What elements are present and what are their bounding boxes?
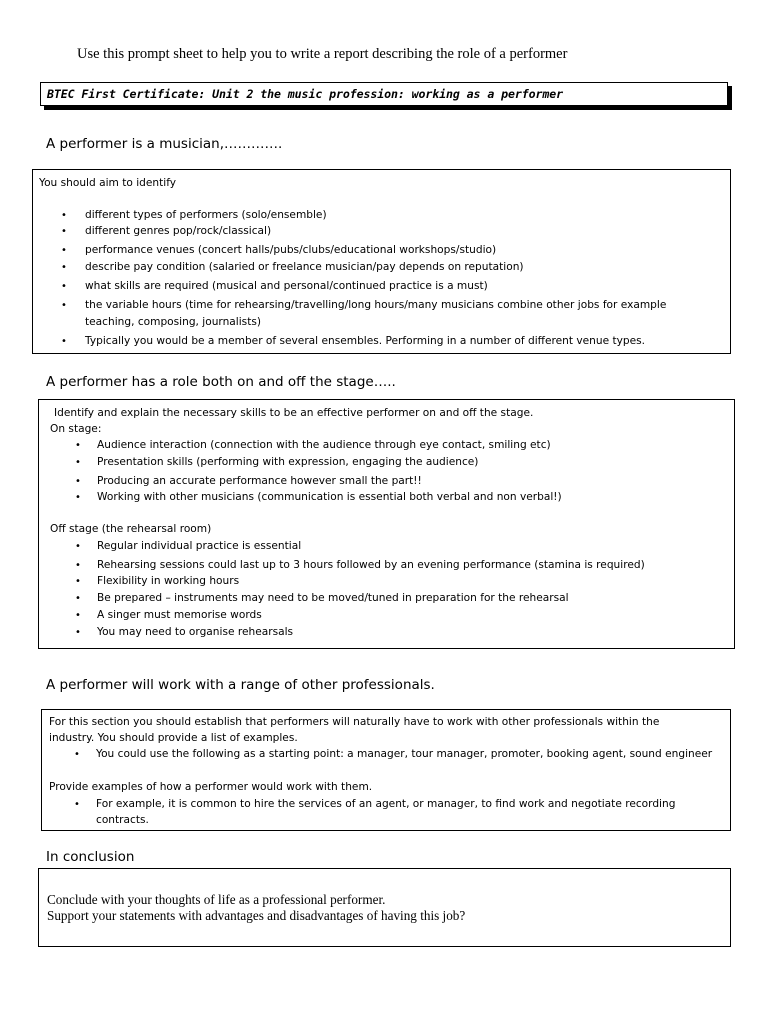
section4-line-2: Support your statements with advantages and disadvantages of having this job? — [47, 908, 466, 923]
section2-box: Identify and explain the necessary skills to be an effective performer on and off the stage. On stage: • Audience interaction (connection with the audience through eye contact, smiling etc) • Presentation skills (performing with expression, engaging the audience) • Producing an accurate performance however small the part!! • Working with other musicians (communication is essential both verbal and non verbal!) Off stage (the rehearsal room) • Regular individual practice is essential • Rehearsing sessions could last up to 3 hours followed by an evening performance (stamina is required) • Flexibility in working hours • Be prepared – instruments may need to be moved/tuned in preparation for the rehearsal • A singer must memorise words • You may need to organise rehearsals — [38, 399, 735, 649]
bullet-icon: • — [61, 262, 67, 273]
section3-box: For this section you should establish that performers will naturally have to work with other professionals within the industry. You should provide a list of examples. • You could use the following as a starting point: a manager, tour manager, promoter, booking agent, sound engineer Provide examples of how a performer would work with them. • For example, it is common to hire the services of an agent, or manager, to find work and negotiate recording contracts. — [41, 709, 731, 831]
bullet-icon: • — [61, 226, 67, 237]
bullet-icon: • — [75, 492, 81, 503]
on-stage-label: On stage: — [50, 423, 102, 435]
intro-text: Use this prompt sheet to help you to write a report describing the role of a performer — [77, 46, 568, 62]
bullet-icon: • — [75, 593, 81, 604]
section2-heading: A performer has a role both on and off the stage….. — [46, 374, 396, 390]
section3-heading: A performer will work with a range of other professionals. — [46, 677, 435, 693]
document-title: BTEC First Certificate: Unit 2 the music profession: working as a performer — [40, 82, 728, 106]
bullet-icon: • — [74, 749, 80, 760]
off-stage-label: Off stage (the rehearsal room) — [50, 523, 212, 535]
section3-lead-2: industry. You should provide a list of examples. — [49, 732, 298, 744]
section4-line-1: Conclude with your thoughts of life as a professional performer. — [47, 892, 386, 907]
bullet-icon: • — [75, 440, 81, 451]
bullet-icon: • — [74, 799, 80, 810]
section1-lead: You should aim to identify — [39, 177, 177, 189]
bullet-icon: • — [75, 457, 81, 468]
section3-lead-1: For this section you should establish that performers will naturally have to work with other professionals within the — [49, 716, 660, 728]
bullet-icon: • — [61, 210, 67, 221]
bullet-icon: • — [75, 476, 81, 487]
bullet-icon: • — [61, 281, 67, 292]
section2-lead: Identify and explain the necessary skills to be an effective performer on and off the stage. — [54, 407, 534, 419]
bullet-icon: • — [61, 300, 67, 311]
section4-heading: In conclusion — [46, 849, 135, 865]
bullet-icon: • — [75, 576, 81, 587]
section3-examples-label: Provide examples of how a performer would work with them. — [49, 781, 373, 793]
section1-box: You should aim to identify • different types of performers (solo/ensemble) • different genres pop/rock/classical) • performance venues (concert halls/pubs/clubs/educational workshops/studio) • describe pay condition (salaried or freelance musician/pay depends on reputation) • what skills are required (musical and personal/continued practice is a must) • the variable hours (time for rehearsing/travelling/long hours/many musicians combine other jobs for example teaching, composing, journalists) • Typically you would be a member of several ensembles. Performing in a number of different venue types. — [32, 169, 731, 354]
bullet-icon: • — [75, 541, 81, 552]
bullet-icon: • — [75, 610, 81, 621]
section1-heading: A performer is a musician,…………. — [46, 136, 283, 152]
bullet-icon: • — [75, 560, 81, 571]
bullet-icon: • — [61, 336, 67, 347]
bullet-icon: • — [61, 245, 67, 256]
section4-box — [38, 868, 731, 947]
bullet-icon: • — [75, 627, 81, 638]
